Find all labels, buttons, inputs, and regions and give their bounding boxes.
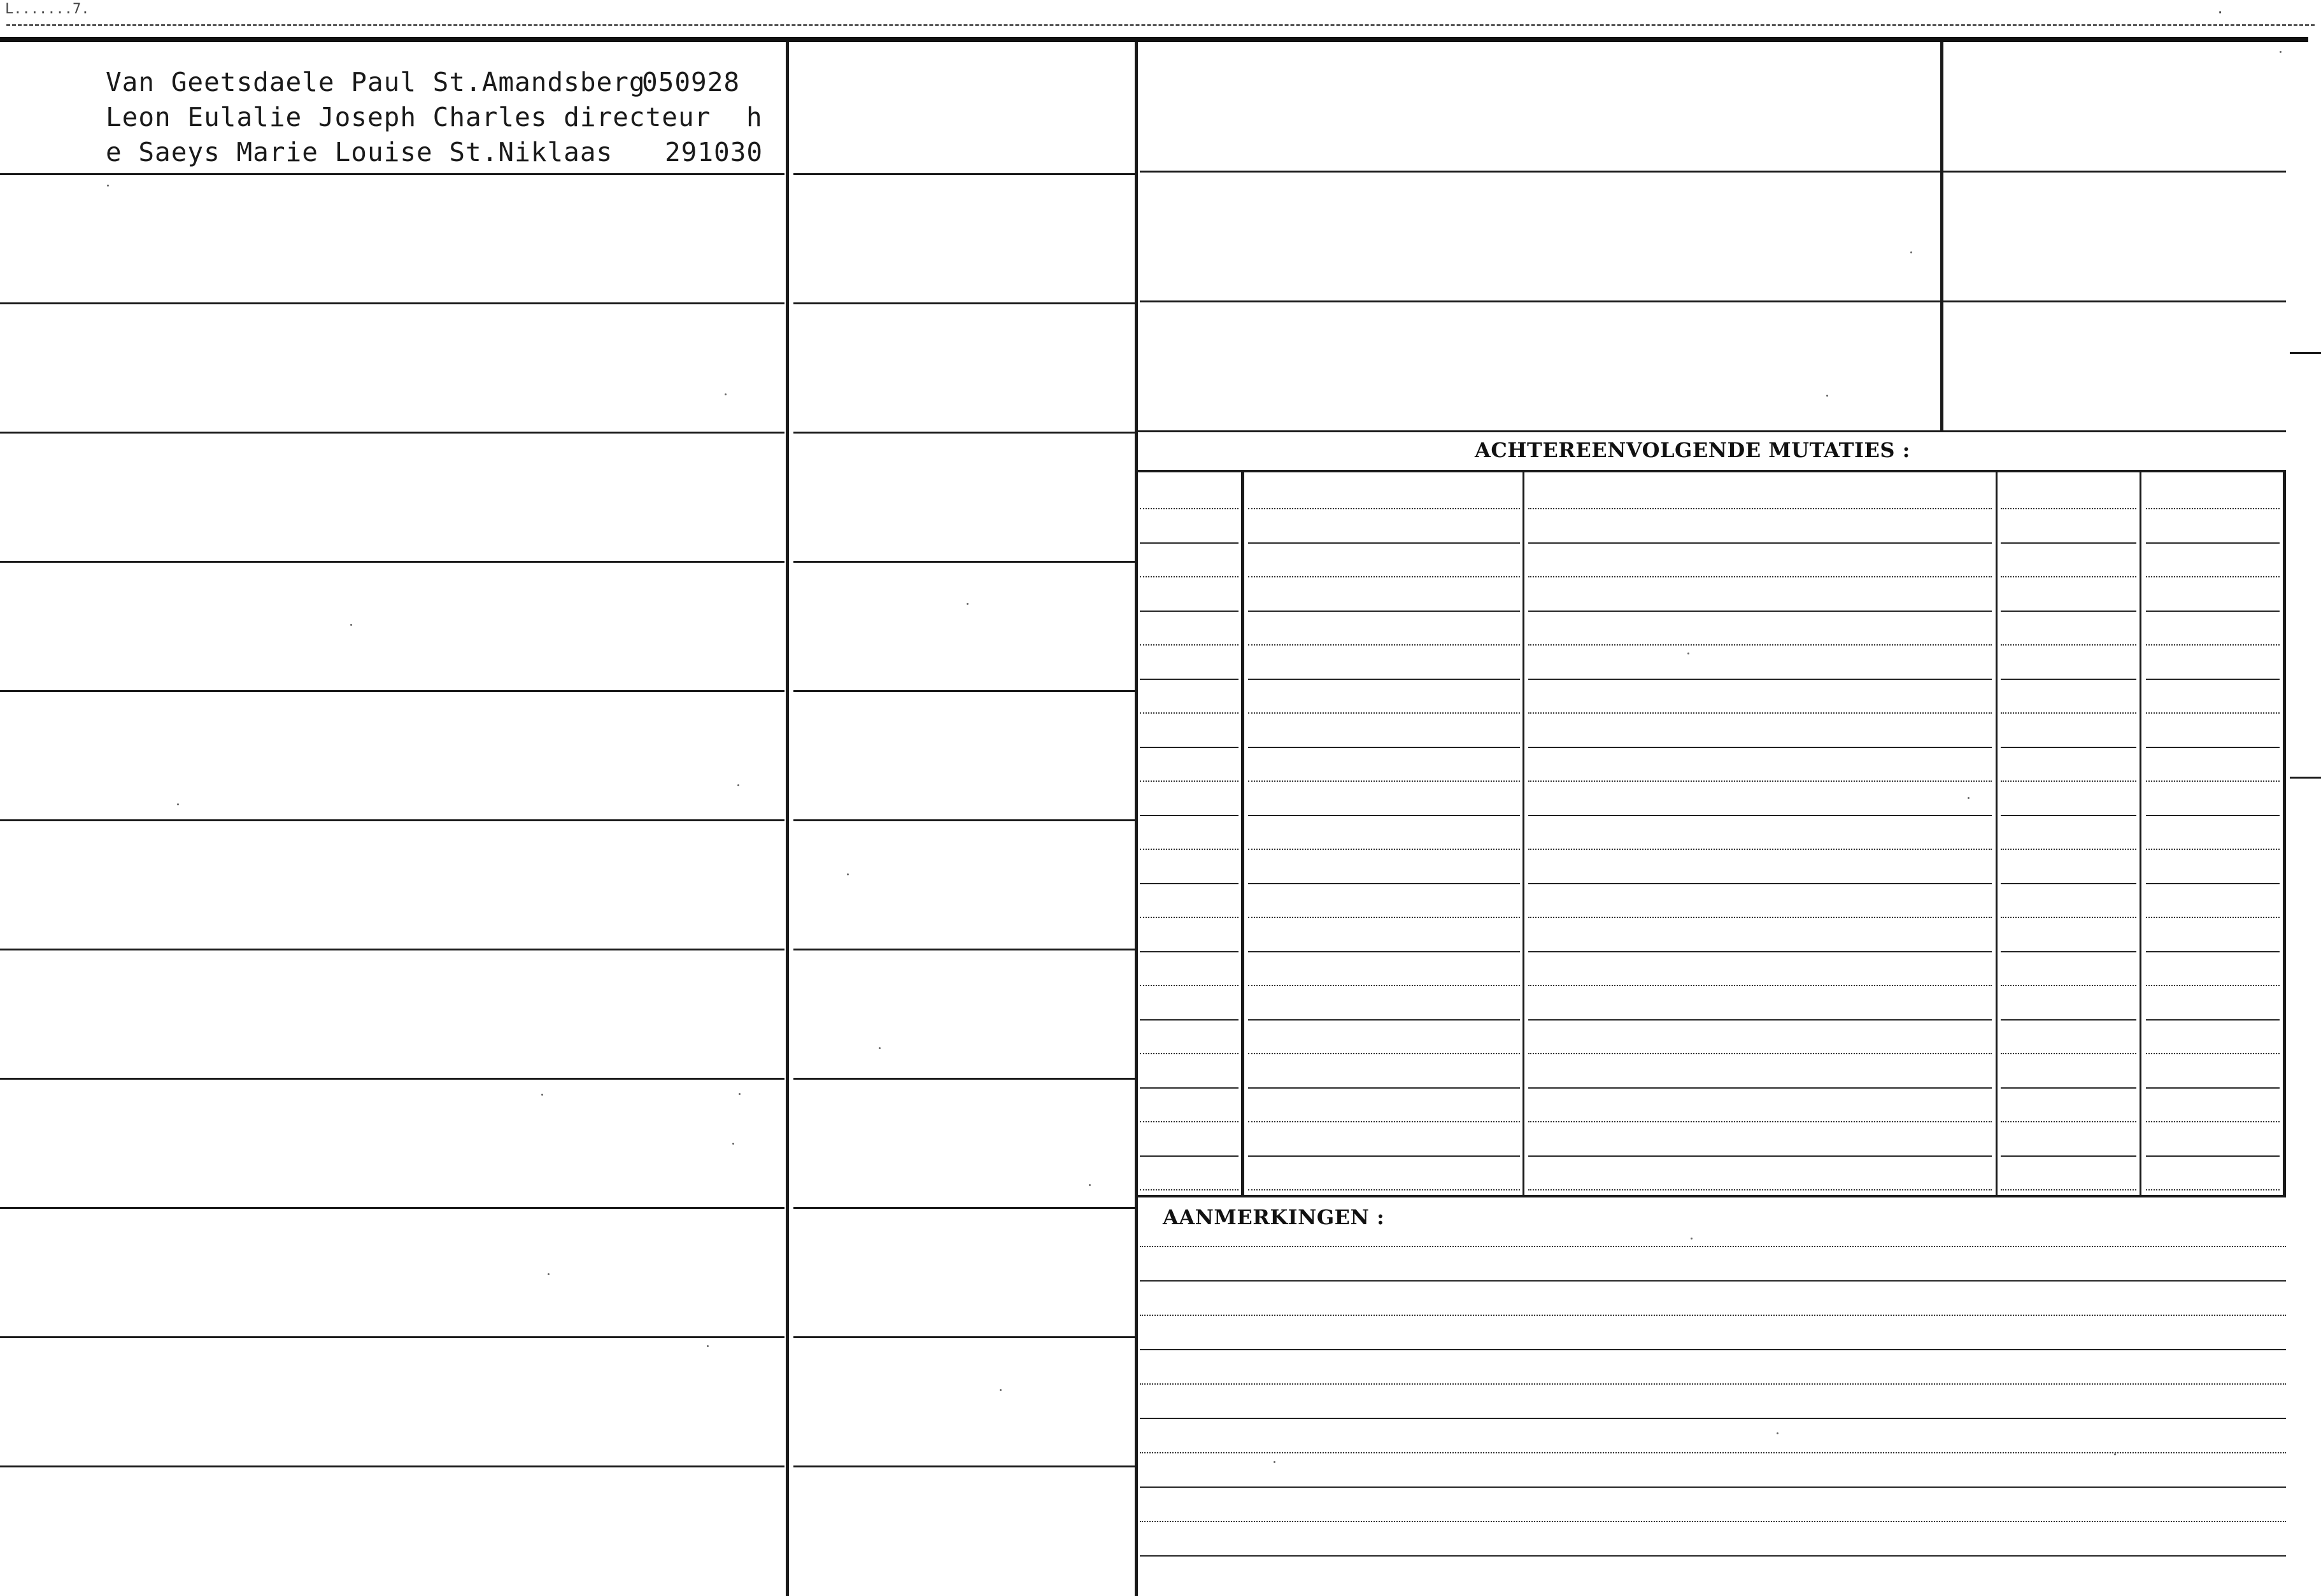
left-row-line	[0, 1465, 784, 1467]
scan-speck	[107, 185, 109, 187]
mutation-row-line	[2146, 1121, 2280, 1122]
middle-row-line	[793, 302, 1135, 304]
scan-speck	[707, 1345, 709, 1347]
mutation-row-line	[1140, 542, 1239, 544]
mutation-row-line	[2001, 1189, 2136, 1190]
mutation-row-line	[1140, 679, 1239, 680]
middle-row-line	[793, 432, 1135, 434]
remark-row-line	[1140, 1246, 2286, 1247]
middle-row-line	[793, 949, 1135, 950]
mutation-row-line	[1528, 1019, 1992, 1020]
mutation-row-line	[2146, 712, 2280, 714]
scan-speck	[1777, 1432, 1778, 1434]
mutation-row-line	[1140, 1189, 1239, 1190]
remark-row-line	[1140, 1555, 2286, 1557]
entry-line-3: e Saeys Marie Louise St.Niklaas	[106, 137, 613, 167]
mutation-row-line	[2146, 542, 2280, 544]
mutation-row-line	[2001, 815, 2136, 816]
left-row-line	[0, 819, 784, 821]
mutation-row-line	[2001, 985, 2136, 986]
mutation-row-line	[2001, 1155, 2136, 1157]
remark-row-line	[1140, 1521, 2286, 1522]
entry-line-1-text: Van Geetsdaele Paul St.Amandsberg	[106, 67, 646, 97]
remark-row-line	[1140, 1418, 2286, 1419]
mutation-row-line	[1248, 679, 1520, 680]
mutation-row-line	[1528, 985, 1992, 986]
right-top-row-1	[1140, 171, 2286, 173]
mutations-col-2	[1522, 471, 1524, 1195]
mutation-row-line	[1528, 508, 1992, 509]
right-top-divider	[1940, 42, 1943, 430]
remark-row-line	[1140, 1349, 2286, 1350]
scan-speck	[2280, 51, 2282, 53]
mutation-row-line	[2146, 1189, 2280, 1190]
corner-mark-left: L.......7.	[5, 1, 90, 17]
mutation-row-line	[1528, 1155, 1992, 1157]
mutation-row-line	[1528, 849, 1992, 850]
middle-row-line	[793, 1207, 1135, 1209]
mutation-row-line	[1248, 1087, 1520, 1089]
left-row-line	[0, 432, 784, 434]
scan-speck	[1691, 1238, 1693, 1239]
mutations-table-bottom	[1135, 1195, 2286, 1197]
mutation-row-line	[1140, 951, 1239, 952]
mutation-row-line	[1140, 508, 1239, 509]
mutation-row-line	[1528, 542, 1992, 544]
mutation-row-line	[2001, 611, 2136, 612]
scan-speck	[548, 1273, 550, 1275]
mutation-row-line	[1140, 815, 1239, 816]
scan-speck	[737, 784, 739, 786]
mutation-row-line	[1528, 951, 1992, 952]
scan-speck	[879, 1047, 881, 1049]
mutation-row-line	[2001, 780, 2136, 782]
scan-speck	[1910, 251, 1912, 253]
mutation-row-line	[2001, 679, 2136, 680]
mutation-row-line	[2146, 815, 2280, 816]
mutation-row-line	[2001, 508, 2136, 509]
mutation-row-line	[2146, 508, 2280, 509]
mutation-row-line	[1140, 1019, 1239, 1020]
mutation-row-line	[1528, 611, 1992, 612]
mutation-row-line	[2146, 576, 2280, 577]
entry-line-3-code: 291030	[665, 137, 763, 167]
mutation-row-line	[1528, 917, 1992, 918]
remark-row-line	[1140, 1487, 2286, 1488]
scan-speck	[725, 393, 727, 395]
mutation-row-line	[2001, 712, 2136, 714]
mutations-right-edge	[2283, 471, 2286, 1195]
mutation-row-line	[1528, 712, 1992, 714]
mutations-table-top	[1135, 470, 2286, 472]
mutation-row-line	[1248, 815, 1520, 816]
mutation-row-line	[1140, 985, 1239, 986]
mutation-row-line	[2001, 849, 2136, 850]
mutation-row-line	[1248, 1121, 1520, 1122]
scan-speck	[1968, 797, 1970, 799]
mutation-row-line	[1528, 679, 1992, 680]
remark-row-line	[1140, 1315, 2286, 1316]
left-row-line	[0, 173, 784, 175]
mutation-row-line	[1248, 985, 1520, 986]
mutation-row-line	[1528, 780, 1992, 782]
top-rule	[0, 37, 2308, 42]
mutation-row-line	[1528, 576, 1992, 577]
mutation-row-line	[1528, 1189, 1992, 1190]
top-strip	[0, 0, 2321, 28]
mutation-row-line	[1140, 576, 1239, 577]
remark-row-line	[1140, 1280, 2286, 1282]
mutation-row-line	[2146, 644, 2280, 646]
middle-row-line	[793, 1336, 1135, 1338]
corner-mark-right: .	[2216, 1, 2225, 17]
mutation-row-line	[1248, 1053, 1520, 1054]
mutation-row-line	[1248, 917, 1520, 918]
mutation-row-line	[1248, 849, 1520, 850]
left-row-line	[0, 1078, 784, 1080]
mutation-row-line	[1140, 712, 1239, 714]
mutation-row-line	[1140, 1155, 1239, 1157]
entry-line-1-code: 050928	[642, 67, 741, 97]
middle-row-line	[793, 561, 1135, 563]
mutation-row-line	[1140, 747, 1239, 748]
mutation-row-line	[1248, 542, 1520, 544]
mutation-row-line	[1248, 951, 1520, 952]
top-dashed-line	[6, 24, 2315, 26]
mutations-col-4	[2140, 471, 2141, 1195]
entry-line-2: Leon Eulalie Joseph Charles directeur	[106, 102, 711, 132]
right-top-row-3	[1135, 430, 2286, 432]
mutation-row-line	[2146, 780, 2280, 782]
mutation-row-line	[2146, 611, 2280, 612]
mutation-row-line	[1248, 644, 1520, 646]
mutation-row-line	[2146, 1087, 2280, 1089]
left-row-line	[0, 949, 784, 950]
middle-row-line	[793, 1078, 1135, 1080]
scan-speck	[1089, 1184, 1091, 1186]
mutation-row-line	[2001, 951, 2136, 952]
mutation-row-line	[1248, 1019, 1520, 1020]
mutation-row-line	[1140, 1121, 1239, 1122]
mutation-row-line	[2001, 917, 2136, 918]
mutation-row-line	[2146, 951, 2280, 952]
entry-line-2-suffix: h	[746, 102, 763, 132]
mutation-row-line	[2001, 1019, 2136, 1020]
mutation-row-line	[2146, 849, 2280, 850]
mutation-row-line	[2001, 1053, 2136, 1054]
mutation-row-line	[1248, 576, 1520, 577]
scan-speck	[177, 803, 179, 805]
mutation-row-line	[1140, 849, 1239, 850]
mutation-row-line	[1140, 1087, 1239, 1089]
scan-speck	[1687, 653, 1689, 654]
mutation-row-line	[1528, 1087, 1992, 1089]
mutation-row-line	[1140, 611, 1239, 612]
mutation-row-line	[2001, 644, 2136, 646]
mutation-row-line	[2001, 576, 2136, 577]
middle-row-line	[793, 1465, 1135, 1467]
mutations-col-1	[1241, 471, 1244, 1195]
scan-speck	[1000, 1389, 1002, 1391]
mutation-row-line	[2001, 542, 2136, 544]
mutation-row-line	[2001, 883, 2136, 884]
margin-tick-2	[2290, 777, 2321, 779]
mutation-row-line	[1528, 1053, 1992, 1054]
center-column-divider	[1135, 42, 1138, 1596]
remarks-heading: AANMERKINGEN :	[1163, 1205, 1385, 1229]
mutation-row-line	[1248, 883, 1520, 884]
mutation-row-line	[2001, 1121, 2136, 1122]
mutation-row-line	[1528, 815, 1992, 816]
mutation-row-line	[1140, 1053, 1239, 1054]
mutation-row-line	[2146, 985, 2280, 986]
middle-row-line	[793, 690, 1135, 692]
left-column-divider	[786, 42, 789, 1596]
scan-speck	[1274, 1461, 1275, 1463]
mutation-row-line	[2001, 1087, 2136, 1089]
mutation-row-line	[1140, 917, 1239, 918]
left-row-line	[0, 1336, 784, 1338]
left-row-line	[0, 302, 784, 304]
mutations-col-3	[1996, 471, 1998, 1195]
mutation-row-line	[1528, 883, 1992, 884]
mutation-row-line	[1528, 747, 1992, 748]
scan-speck	[2114, 1453, 2116, 1455]
mutation-row-line	[2146, 747, 2280, 748]
left-row-line	[0, 690, 784, 692]
mutation-row-line	[2146, 1155, 2280, 1157]
mutation-row-line	[1248, 712, 1520, 714]
mutation-row-line	[2146, 1053, 2280, 1054]
margin-tick-1	[2290, 352, 2321, 354]
right-top-row-2	[1140, 300, 2286, 302]
mutation-row-line	[1140, 644, 1239, 646]
scan-speck	[350, 624, 352, 626]
mutation-row-line	[2146, 679, 2280, 680]
middle-row-line	[793, 819, 1135, 821]
mutation-row-line	[1248, 1155, 1520, 1157]
mutation-row-line	[2146, 883, 2280, 884]
mutation-row-line	[2146, 1019, 2280, 1020]
middle-row-line	[793, 173, 1135, 175]
mutations-heading: ACHTEREENVOLGENDE MUTATIES :	[1475, 438, 1910, 462]
scan-speck	[732, 1143, 734, 1145]
mutation-row-line	[1248, 747, 1520, 748]
mutation-row-line	[1248, 611, 1520, 612]
mutation-row-line	[1528, 644, 1992, 646]
left-row-line	[0, 1207, 784, 1209]
scan-speck	[847, 873, 849, 875]
scan-speck	[739, 1093, 741, 1095]
mutation-row-line	[1140, 780, 1239, 782]
mutation-row-line	[1248, 508, 1520, 509]
mutation-row-line	[2146, 917, 2280, 918]
mutation-row-line	[2001, 747, 2136, 748]
mutation-row-line	[1528, 1121, 1992, 1122]
left-row-line	[0, 561, 784, 563]
mutation-row-line	[1248, 1189, 1520, 1190]
scan-speck	[1826, 395, 1828, 397]
scan-speck	[541, 1094, 543, 1096]
mutation-row-line	[1140, 883, 1239, 884]
entry-line-1	[106, 64, 646, 101]
scan-speck	[967, 603, 969, 605]
remark-row-line	[1140, 1383, 2286, 1385]
mutation-row-line	[1248, 780, 1520, 782]
